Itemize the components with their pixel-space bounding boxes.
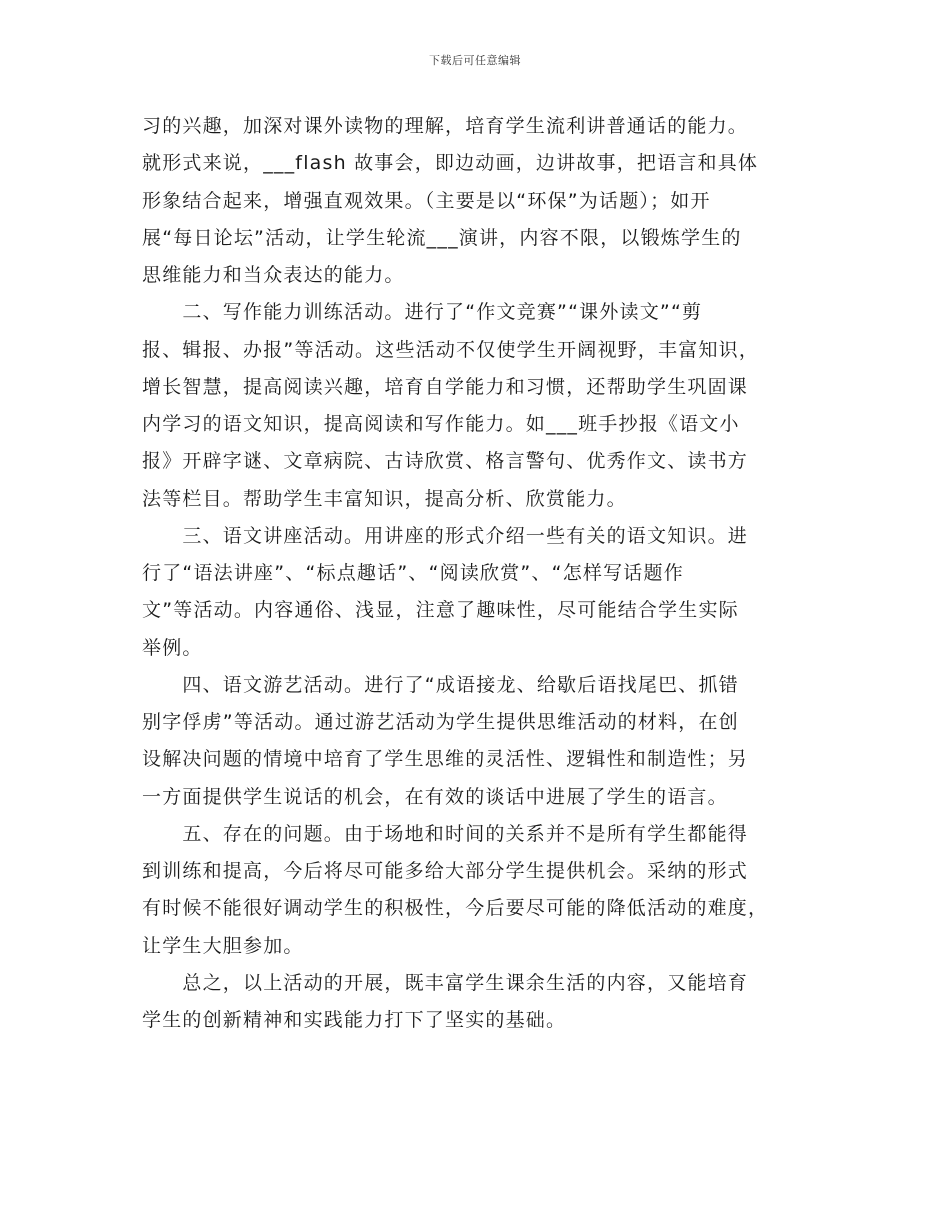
- text-line: 报、辑报、办报”等活动。这些活动不仅使学生开阔视野，丰富知识，: [142, 338, 760, 361]
- text-line: 内学习的语文知识，提高阅读和写作能力。如___班手抄报《语文小: [142, 413, 740, 435]
- text-line: 四、语文游艺活动。进行了“成语接龙、给歇后语找尾巴、抓错: [142, 673, 739, 696]
- text-line: 总之，以上活动的开展，既丰富学生课余生活的内容，又能培育: [142, 971, 749, 994]
- text-line: 学生的创新精神和实践能力打下了坚实的基础。: [142, 1009, 567, 1031]
- page-header: 下载后可任意编辑: [429, 54, 521, 67]
- text-line: 思维能力和当众表达的能力。: [142, 264, 405, 286]
- text-line: 报》开辟字谜、文章病院、古诗欣赏、格言警句、优秀作文、读书方: [142, 450, 749, 473]
- text-line: 展“每日论坛”活动，让学生轮流___演讲，内容不限，以锻炼学生的: [142, 226, 742, 249]
- text-line: 文”等活动。内容通俗、浅显，注意了趣味性，尽可能结合学生实际: [142, 599, 739, 622]
- document-body: [142, 108, 812, 1039]
- text-line: 二、写作能力训练活动。进行了“作文竞赛”“课外读文”“剪: [142, 301, 703, 324]
- text-line: 让学生大胆参加。: [142, 934, 304, 957]
- text-line: 就形式来说，___flash 故事会，即边动画，边讲故事，把语言和具体: [142, 152, 759, 175]
- text-line: 一方面提供学生说话的机会，在有效的谈话中进展了学生的语言。: [142, 785, 728, 808]
- text-line: 设解决问题的情境中培育了学生思维的灵活性、逻辑性和制造性；另: [142, 748, 749, 771]
- text-line: 三、语文讲座活动。用讲座的形式介绍一些有关的语文知识。进: [142, 524, 749, 547]
- text-line: 五、存在的问题。由于场地和时间的关系并不是所有学生都能得: [142, 822, 749, 845]
- text-line: 形象结合起来，增强直观效果。（主要是以“环保”为话题）；如开: [142, 189, 711, 212]
- text-line: 别字俘虏”等活动。通过游艺活动为学生提供思维活动的材料，在创: [142, 711, 739, 733]
- text-line: 增长智慧，提高阅读兴趣，培育自学能力和习惯，还帮助学生巩固课: [142, 375, 749, 398]
- text-line: 法等栏目。帮助学生丰富知识，提高分析、欣赏能力。: [142, 487, 627, 510]
- text-line: 举例。: [142, 636, 203, 659]
- text-line: 行了“语法讲座”、“标点趣话”、“阅读欣赏”、“怎样写话题作: [142, 562, 684, 584]
- text-line: 习的兴趣，加深对课外读物的理解，培育学生流利讲普通话的能力。: [142, 115, 749, 137]
- text-line: 到训练和提高，今后将尽可能多给大部分学生提供机会。采纳的形式: [142, 860, 749, 882]
- text-line: 有时候不能很好调动学生的积极性，今后要尽可能的降低活动的难度，: [142, 897, 769, 920]
